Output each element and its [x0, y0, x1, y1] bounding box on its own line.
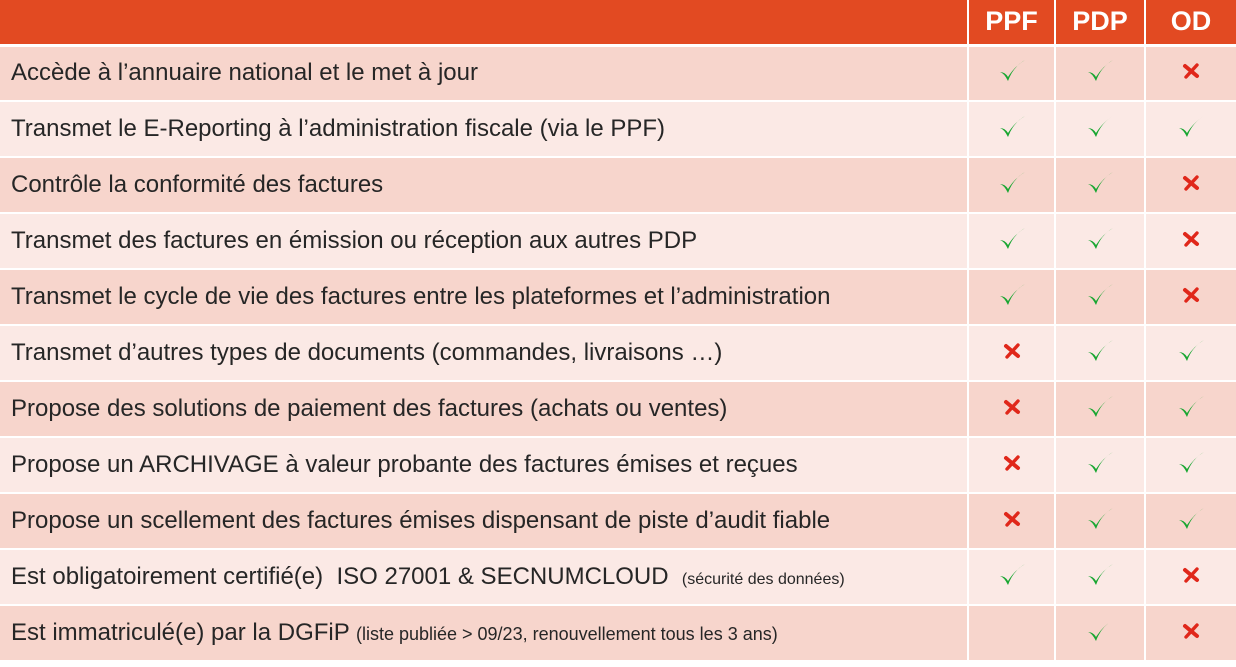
feature-cell [0, 493, 968, 549]
check-icon [997, 225, 1027, 253]
feature-cell [0, 269, 968, 325]
feature-cell [0, 213, 968, 269]
cross-icon [1002, 453, 1022, 473]
table-row [0, 213, 1236, 269]
feature-cell [0, 157, 968, 213]
check-icon [1176, 337, 1206, 365]
table-row [0, 269, 1236, 325]
feature-label: Est immatriculé(e) par la DGFiP [11, 619, 356, 646]
cell-ppf [968, 493, 1055, 549]
check-icon [1085, 505, 1115, 533]
cell-od [1145, 213, 1236, 269]
feature-label: Transmet le cycle de vie des factures entre les plateformes et l’administration [11, 283, 831, 310]
cell-pdp [1055, 101, 1145, 157]
feature-label: Propose un ARCHIVAGE à valeur probante des factures émises et reçues [11, 451, 798, 478]
feature-cell [0, 325, 968, 381]
check-icon [1085, 337, 1115, 365]
cell-ppf [968, 381, 1055, 437]
cross-icon [1181, 621, 1201, 641]
table-row [0, 325, 1236, 381]
check-icon [1085, 57, 1115, 85]
feature-note: (liste publiée > 09/23, renouvellement tous les 3 ans) [355, 624, 778, 644]
check-icon [1176, 113, 1206, 141]
table-row [0, 549, 1236, 605]
table-row [0, 605, 1236, 661]
cell-pdp [1055, 45, 1145, 101]
check-icon [1085, 225, 1115, 253]
cross-icon [1181, 229, 1201, 249]
cell-ppf [968, 437, 1055, 493]
cross-icon [1181, 565, 1201, 585]
feature-label: Contrôle la conformité des factures [11, 171, 384, 198]
cell-od [1145, 45, 1236, 101]
cell-pdp [1055, 381, 1145, 437]
check-icon [1176, 449, 1206, 477]
feature-cell [0, 45, 968, 101]
cell-od [1145, 101, 1236, 157]
cell-pdp [1055, 213, 1145, 269]
feature-label: Propose des solutions de paiement des factures (achats ou ventes) [11, 395, 728, 422]
cell-pdp [1055, 325, 1145, 381]
cross-icon [1181, 285, 1201, 305]
cell-ppf [968, 549, 1055, 605]
header-od: OD [1145, 0, 1236, 45]
check-icon [997, 561, 1027, 589]
feature-cell [0, 381, 968, 437]
feature-cell [0, 605, 968, 661]
check-icon [1085, 449, 1115, 477]
header-pdp: PDP [1055, 0, 1145, 45]
cell-od [1145, 325, 1236, 381]
check-icon [1085, 393, 1115, 421]
header-ppf: PPF [968, 0, 1055, 45]
table-row [0, 381, 1236, 437]
cross-icon [1002, 397, 1022, 417]
feature-label: Est obligatoirement certifié(e) ISO 27001 & SECNUMCLOUD [11, 563, 682, 590]
check-icon [1085, 281, 1115, 309]
cell-pdp [1055, 605, 1145, 661]
feature-label: Accède à l’annuaire national et le met à jour [11, 59, 478, 87]
cell-ppf [968, 45, 1055, 101]
cell-pdp [1055, 493, 1145, 549]
check-icon [1176, 505, 1206, 533]
cell-pdp [1055, 549, 1145, 605]
table-row [0, 493, 1236, 549]
cell-pdp [1055, 157, 1145, 213]
cross-icon [1002, 341, 1022, 361]
cell-od [1145, 269, 1236, 325]
check-icon [1085, 113, 1115, 141]
cross-icon [1181, 173, 1201, 193]
feature-label: Transmet des factures en émission ou réception aux autres PDP [11, 227, 698, 254]
check-icon [1085, 617, 1115, 645]
cell-ppf [968, 325, 1055, 381]
check-icon [997, 281, 1027, 309]
header-feature [0, 0, 968, 45]
cell-pdp [1055, 269, 1145, 325]
feature-cell [0, 101, 968, 157]
feature-note: (sécurité des données) [681, 571, 845, 588]
check-icon [997, 57, 1027, 85]
cell-od [1145, 437, 1236, 493]
check-icon [997, 169, 1027, 197]
cell-ppf [968, 605, 1055, 661]
cross-icon [1002, 509, 1022, 529]
cell-od [1145, 549, 1236, 605]
check-icon [997, 113, 1027, 141]
check-icon [1085, 169, 1115, 197]
cell-od [1145, 605, 1236, 661]
cell-ppf [968, 157, 1055, 213]
check-icon [1085, 561, 1115, 589]
table-row [0, 101, 1236, 157]
cell-pdp [1055, 437, 1145, 493]
cell-od [1145, 381, 1236, 437]
feature-label: Propose un scellement des factures émises dispensant de piste d’audit fiable [11, 507, 831, 534]
table-row [0, 45, 1236, 101]
cell-od [1145, 493, 1236, 549]
feature-label: Transmet d’autres types de documents (commandes, livraisons …) [11, 339, 723, 366]
feature-cell [0, 437, 968, 493]
feature-cell [0, 549, 968, 605]
cross-icon [1181, 61, 1201, 81]
header-row [0, 0, 1236, 45]
cell-ppf [968, 269, 1055, 325]
table-row [0, 157, 1236, 213]
check-icon [1176, 393, 1206, 421]
cell-ppf [968, 101, 1055, 157]
feature-label: Transmet le E-Reporting à l’administration fiscale (via le PPF) [11, 115, 666, 142]
cell-ppf [968, 213, 1055, 269]
cell-od [1145, 157, 1236, 213]
table-row [0, 437, 1236, 493]
